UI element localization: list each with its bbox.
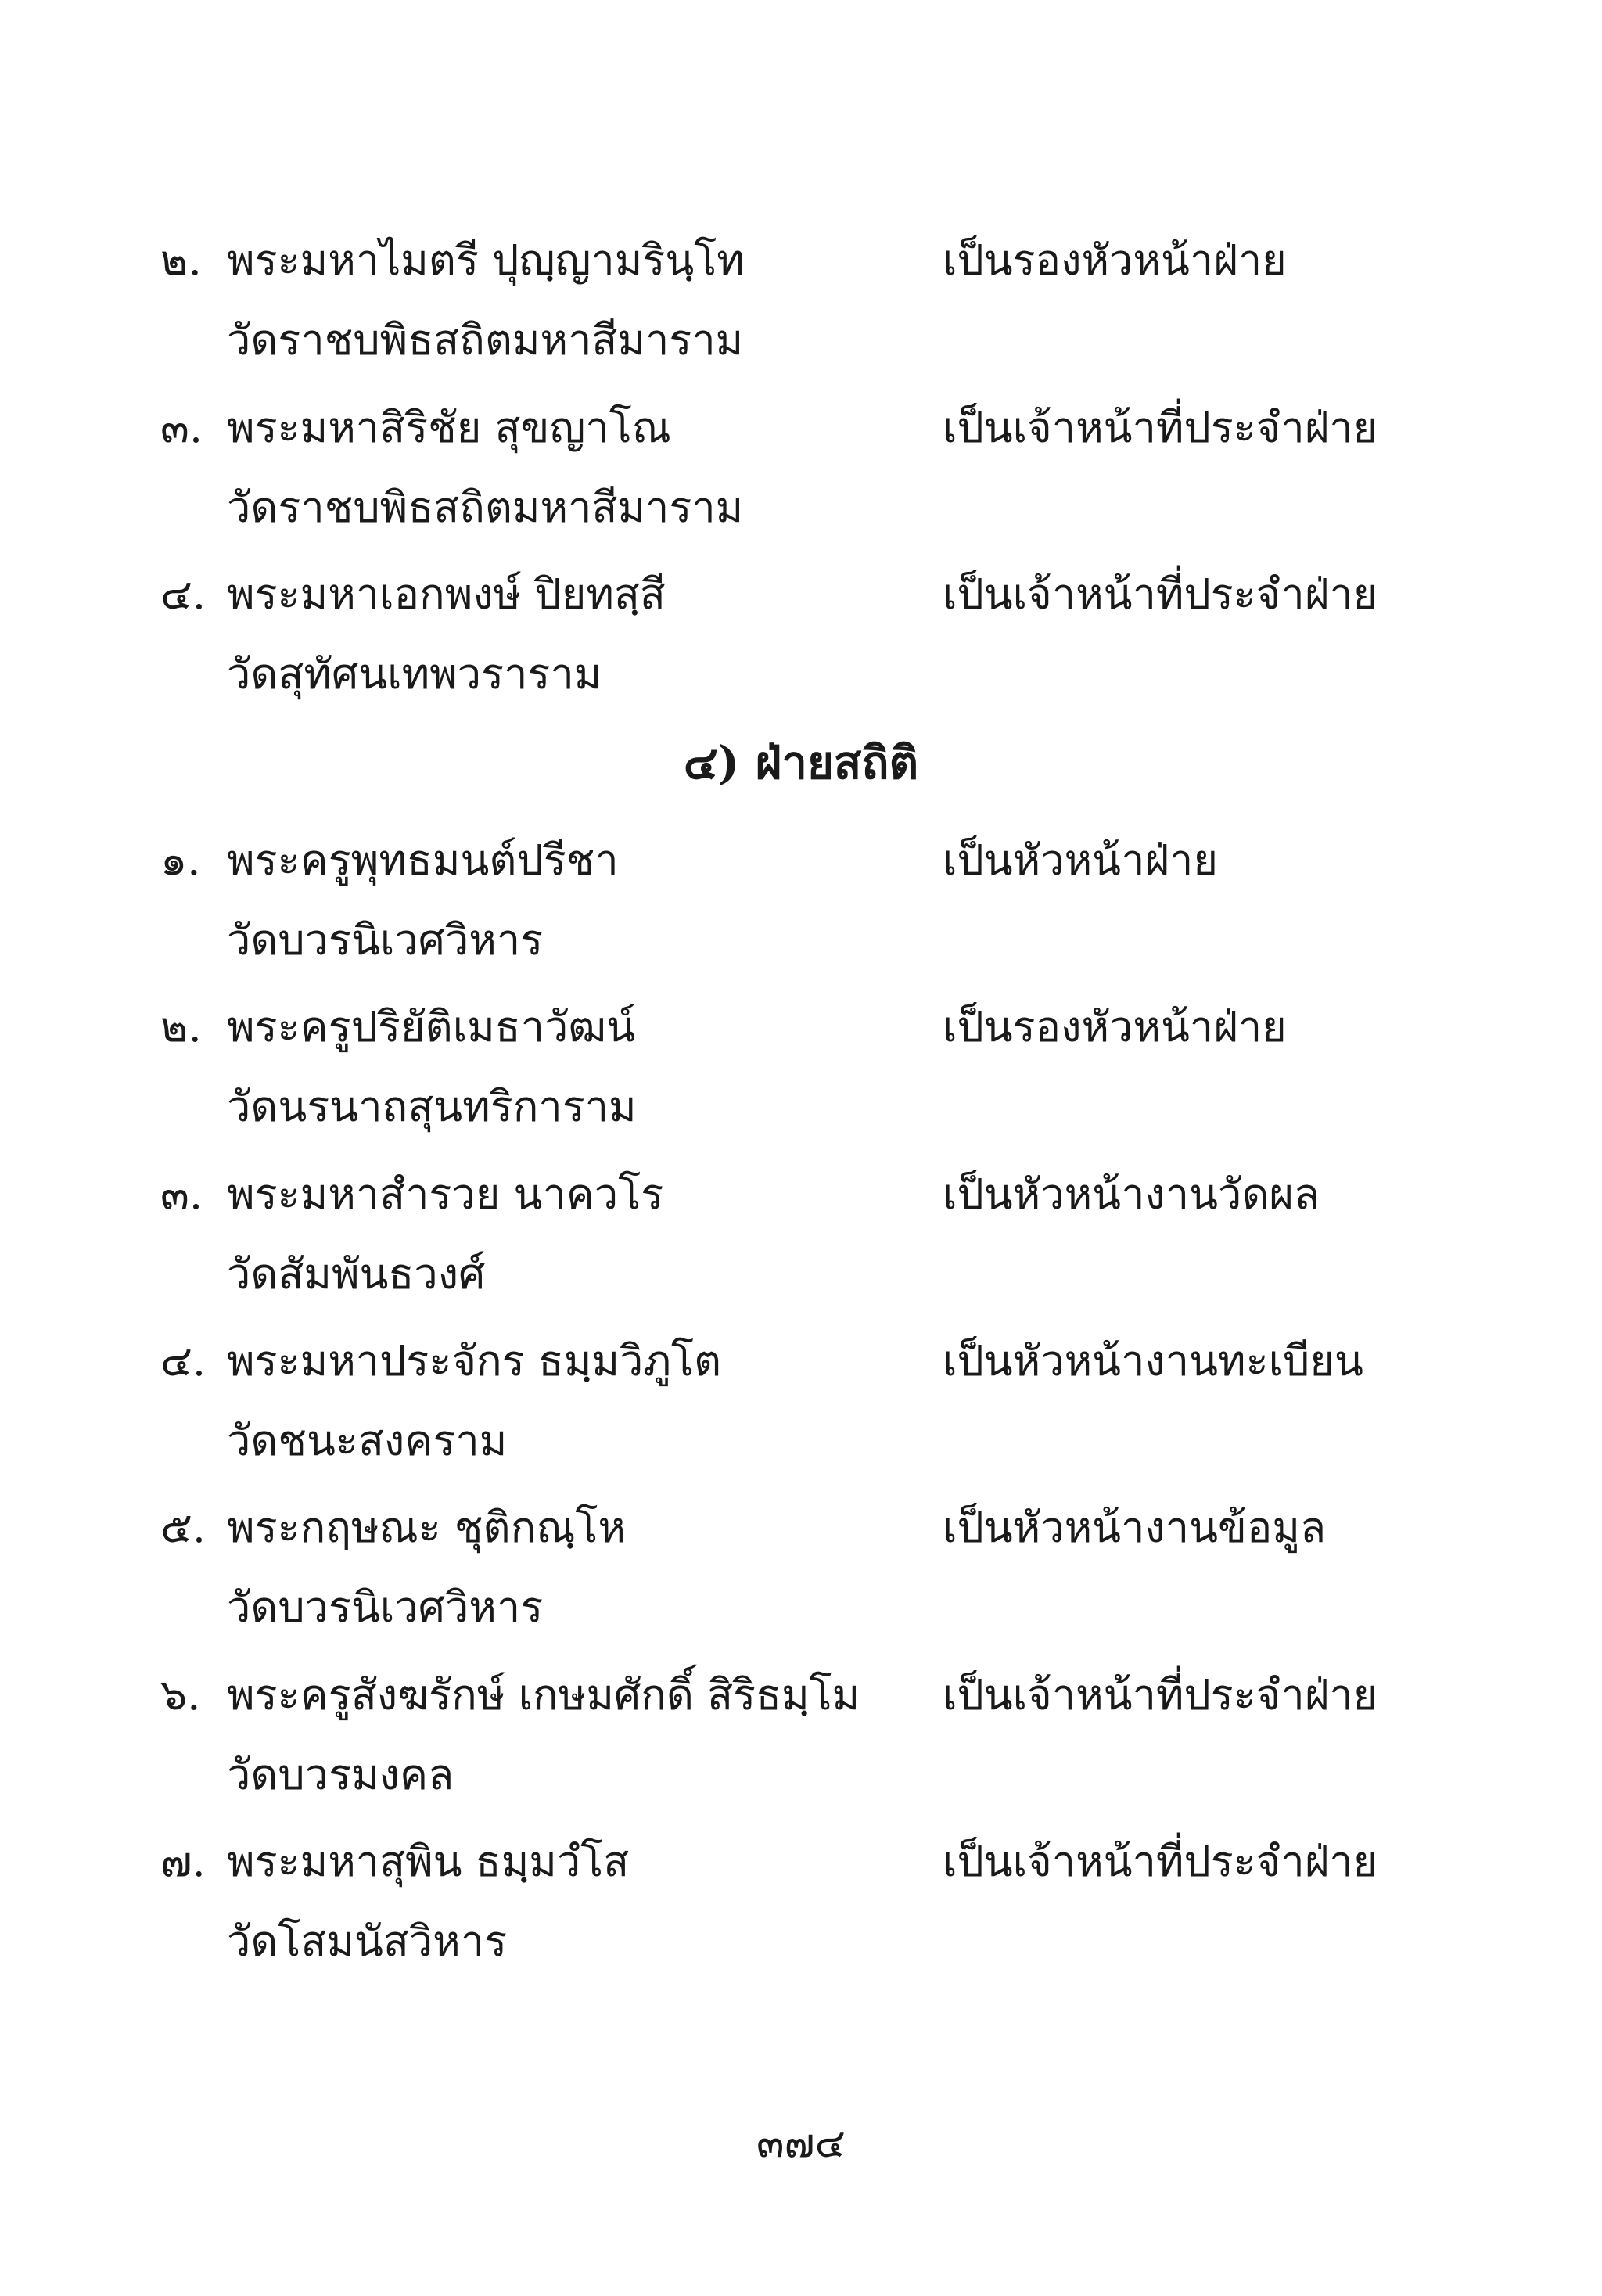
temple-name: วัดบวรนิเวศวิหาร (227, 915, 544, 965)
item-number: ๒. (160, 235, 202, 285)
page-number: ๓๗๔ (756, 2120, 846, 2167)
temple-name: วัดราชบพิธสถิตมหาสีมาราม (227, 315, 744, 365)
monk-name: พระมหาสุพิน ธมฺมวํโส (227, 1837, 630, 1886)
monk-name: พระครูสังฆรักษ์ เกษมศักดิ์ สิริธมฺโม (227, 1670, 860, 1719)
temple-name: วัดโสมนัสวิหาร (227, 1917, 508, 1966)
monk-name: พระครูพุทธมนต์ปรีชา (227, 835, 619, 885)
temple-name: วัดสุทัศนเทพวราราม (227, 649, 602, 699)
role-text: เป็นเจ้าหน้าที่ประจำฝ่าย (943, 403, 1378, 452)
role-text: เป็นเจ้าหน้าที่ประจำฝ่าย (943, 1670, 1378, 1719)
section-title: ๔) ฝ่ายสถิติ (683, 736, 919, 789)
role-text: เป็นหัวหน้างานข้อมูล (943, 1503, 1327, 1552)
item-number: ๔. (160, 570, 207, 619)
temple-name: วัดราชบพิธสถิตมหาสีมาราม (227, 483, 744, 532)
role-text: เป็นรองหัวหน้าฝ่าย (943, 1002, 1287, 1051)
item-number: ๕. (160, 1503, 207, 1552)
role-text: เป็นหัวหน้างานวัดผล (943, 1170, 1320, 1219)
monk-name: พระมหาไมตรี ปุญฺญามรินฺโท (227, 235, 745, 285)
temple-name: วัดบวรมงคล (227, 1750, 454, 1799)
temple-name: วัดชนะสงคราม (227, 1416, 508, 1465)
role-text: เป็นเจ้าหน้าที่ประจำฝ่าย (943, 570, 1378, 619)
temple-name: วัดนรนาถสุนทริการาม (227, 1082, 637, 1131)
item-number: ๒. (160, 1002, 202, 1051)
monk-name: พระมหาประจักร ธมฺมวิภูโต (227, 1336, 722, 1385)
monk-name: พระมหาสำรวย นาควโร (227, 1170, 664, 1219)
monk-name: พระมหาสิริชัย สุขญาโณ (227, 403, 671, 452)
role-text: เป็นหัวหน้าฝ่าย (943, 835, 1219, 885)
temple-name: วัดบวรนิเวศวิหาร (227, 1583, 544, 1632)
role-text: เป็นเจ้าหน้าที่ประจำฝ่าย (943, 1837, 1378, 1886)
monk-name: พระครูปริยัติเมธาวัฒน์ (227, 1002, 636, 1051)
item-number: ๓. (160, 403, 203, 452)
monk-name: พระกฤษณะ ชุติกณฺโห (227, 1503, 626, 1552)
item-number: ๗. (160, 1837, 206, 1886)
temple-name: วัดสัมพันธวงศ์ (227, 1249, 486, 1299)
monk-name: พระมหาเอกพงษ์ ปิยทสฺสี (227, 570, 666, 619)
item-number: ๔. (160, 1336, 207, 1385)
role-text: เป็นรองหัวหน้าฝ่าย (943, 235, 1287, 285)
item-number: ๑. (160, 835, 201, 885)
item-number: ๖. (160, 1670, 201, 1719)
role-text: เป็นหัวหน้างานทะเบียน (943, 1336, 1363, 1385)
item-number: ๓. (160, 1170, 203, 1219)
